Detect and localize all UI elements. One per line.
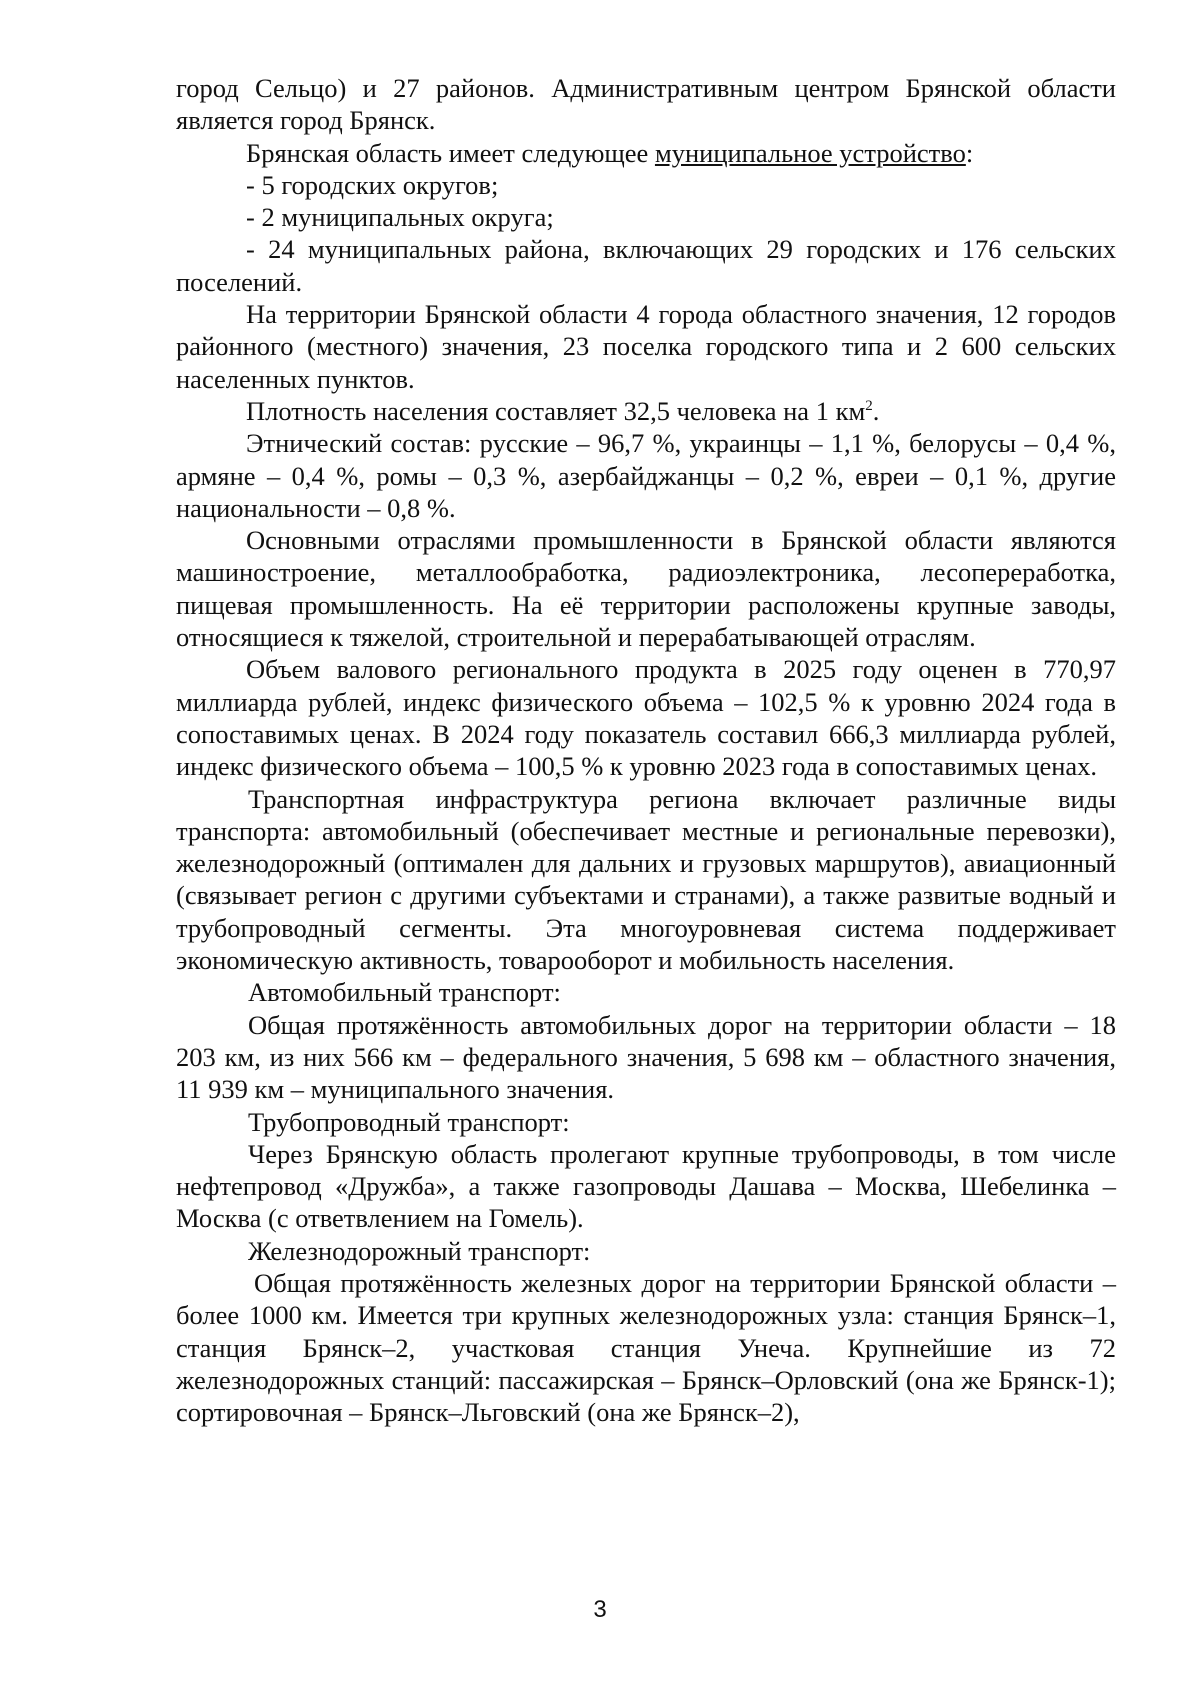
- paragraph-rail-transport: Общая протяжённость железных дорог на территории Брянской области – более 1000 км. Имеется три крупных железнодорожных узла: станция Брянск–1, станция Брянск–2, участковая станция Унеча. Крупнейшие из 72 железнодорожных станций: пассажирская – Брянск–Орловский (она же Брянск-1); сортировочная – Брянск–Льговский (она же Брянск–2),: [176, 1267, 1116, 1428]
- municipal-underlined-term: муниципальное устройство: [654, 137, 966, 168]
- heading-rail-transport: Железнодорожный транспорт:: [248, 1235, 591, 1266]
- municipal-colon: :: [965, 137, 974, 168]
- municipal-lead-text: Брянская область имеет следующее: [246, 137, 655, 168]
- paragraph-pipeline-transport: Через Брянскую область пролегают крупные трубопроводы, в том числе нефтепровод «Дружба», а также газопроводы Дашава – Москва, Шебелинка – Москва (с ответвлением на Гомель).: [176, 1138, 1116, 1234]
- paragraph-settlements: На территории Брянской области 4 города областного значения, 12 городов районного (местного) значения, 23 поселка городского типа и 2 600 сельских населенных пунктов.: [176, 299, 1116, 394]
- paragraph-industry: Основными отраслями промышленности в Брянской области являются машиностроение, металлообработка, радиоэлектроника, лесопереработка, пищевая промышленность. На её территории расположены крупные заводы, относящиеся к тяжелой, строительной и перерабатывающей отраслям.: [176, 525, 1116, 653]
- list-item: - 24 муниципальных района, включающих 29 городских и 176 сельских поселений.: [176, 234, 1116, 297]
- list-item: - 5 городских округов;: [246, 169, 499, 200]
- page-number: 3: [593, 1596, 607, 1623]
- paragraph-density: [176, 395, 1116, 427]
- paragraph-ethnic-composition: Этнический состав: русские – 96,7 %, украинцы – 1,1 %, белорусы – 0,4 %, армяне – 0,4 %, ромы – 0,3 %, азербайджанцы – 0,2 %, евреи – 0,1 %, другие национальности – 0,8 %.: [176, 428, 1116, 523]
- paragraph-auto-transport: Общая протяжённость автомобильных дорог на территории области – 18 203 км, из них 566 км – федерального значения, 5 698 км – областного значения, 11 939 км – муниципального значения.: [176, 1009, 1116, 1105]
- list-item: - 2 муниципальных округа;: [246, 202, 554, 233]
- paragraph-grp: Объем валового регионального продукта в 2025 году оценен в 770,97 миллиарда рублей, индекс физического объема – 102,5 % к уровню 2024 года в сопоставимых ценах. В 2024 году показатель составил 666,3 миллиарда рублей, индекс физического объема – 100,5 % к уровню 2023 года в сопоставимых ценах.: [176, 654, 1116, 782]
- density-superscript: 2: [865, 398, 873, 415]
- heading-pipeline-transport: Трубопроводный транспорт:: [248, 1106, 570, 1137]
- document-body: [176, 72, 1116, 1428]
- paragraph-intro: город Сельцо) и 27 районов. Административным центром Брянской области является город Брянск.: [176, 73, 1116, 136]
- paragraph-transport: Транспортная инфраструктура региона включает различные виды транспорта: автомобильный (обеспечивает местные и региональные перевозки), железнодорожный (оптимален для дальних и грузовых маршрутов), авиационный (связывает регион с другими субъектами и странами), а также развитые водный и трубопроводный сегменты. Эта многоуровневая система поддерживает экономическую активность, товарооборот и мобильность населения.: [176, 783, 1116, 976]
- heading-auto-transport: Автомобильный транспорт:: [248, 977, 561, 1008]
- density-text: Плотность населения составляет 32,5 человека на 1 км: [246, 395, 866, 426]
- density-end: .: [872, 395, 880, 426]
- paragraph-municipal-structure: [176, 137, 1116, 169]
